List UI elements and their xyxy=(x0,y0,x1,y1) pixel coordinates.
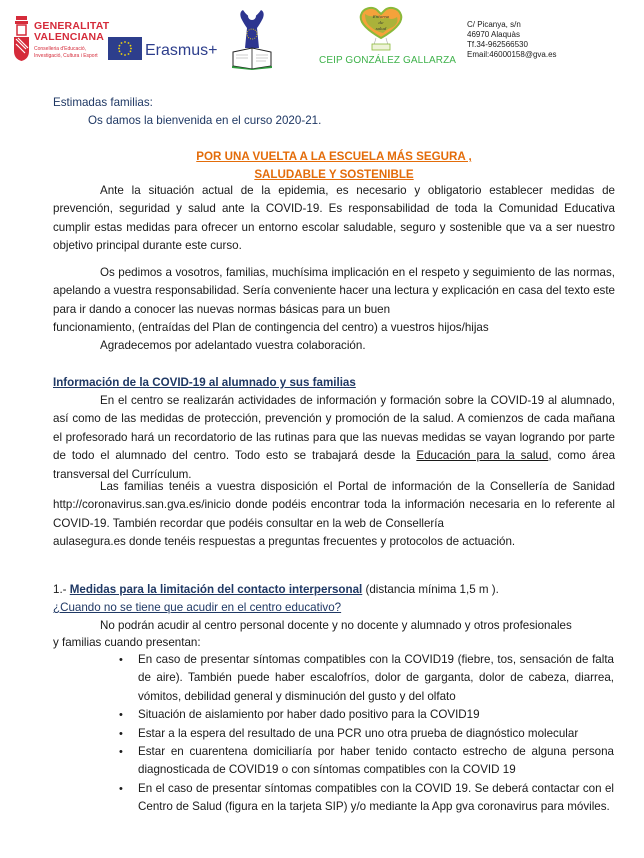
school-address xyxy=(467,20,557,60)
svg-text:de: de xyxy=(378,20,384,25)
section-info-p1-la: la xyxy=(401,449,417,463)
gva-title-line2: VALENCIANA xyxy=(34,31,105,43)
intro-paragraph: Ante la situación actual de la epidemia, es necesario y obligatorio establecer medidas de prevención, seguridad y salud ante la COVID-19. Es responsabilidad de toda la Comunidad Educativa cumplir estas medidas para ofrecer un entorno escolar saludable, seguro y sostenible que va a ser nuestro objetivo principal durante este curso. xyxy=(53,184,615,253)
section-info-paragraph2-last: aulasegura.es donde tenéis respuestas a preguntas frecuentes y protocolos de actuación. xyxy=(53,535,516,548)
list-item: • Estar a la espera del resultado de una PCR uno otra prueba de diagnóstico molecular xyxy=(119,725,614,743)
section-measures-number: 1.- xyxy=(53,583,70,596)
letterhead xyxy=(0,0,644,80)
list-item: • Estar en cuarentena domiciliaría por haber tenido contacto estrecho de alguna persona diagnosticada de COVID19 o con síntomas compatibles con la COVID 19 xyxy=(119,743,614,780)
symptoms-list xyxy=(119,651,614,817)
section-info-title: Información de la COVID-19 al alumnado y sus familias xyxy=(53,376,356,389)
address-street: C/ Picanya, s/n xyxy=(467,20,521,29)
svg-text:salud: salud xyxy=(375,26,387,31)
families-paragraph-last: funcionamiento, (entraídas del Plan de contingencia del centro) a vuestros hijos/hijas xyxy=(53,321,489,334)
list-item: • En caso de presentar síntomas compatibles con la COVID19 (fiebre, tos, sensación de falta de aire). También puede haber escalofríos, dolor de garganta, dolor de cabeza, diarrea, vómitos, debilidad general y disminución del gusto y del olfato xyxy=(119,651,614,706)
gva-title-line1: GENERALITAT xyxy=(34,20,110,32)
section-measures-title: Medidas para la limitación del contacto interpersonal xyxy=(69,583,363,596)
families-paragraph: Os pedimos a vosotros, familias, muchísima implicación en el respeto y seguimiento de las normas, apelando a vuestra responsabilidad. Sería conveniente hacer una lectura y explicación en casa del texto este para ir dando a conocer las nuevas normas básicas para un buen xyxy=(53,266,615,316)
svg-text:Entorno: Entorno xyxy=(372,14,390,19)
gva-sub-line2: Investigació, Cultura i Esport xyxy=(34,52,98,59)
section-measures-question: ¿Cuando no se tiene que acudir en el centro educativo? xyxy=(53,601,342,614)
school-heart-balloon-icon xyxy=(357,6,405,52)
address-city: 46970 Alaquàs xyxy=(467,30,520,39)
erasmus-logo-text: Erasmus+ xyxy=(145,42,218,59)
section-measures-heading xyxy=(53,581,499,599)
list-item: • En el caso de presentar síntomas compatibles con la COVID 19. Se deberá contactar con el Centro de Salud (figura en la tarjeta SIP) y/o mediante la App gva coronavirus para móviles. xyxy=(119,780,614,817)
section-info-p1-main: En el centro se realizarán actividades de información y formación sobre la COVID-19 al alumnado, así como de las medidas de protección, prevención y promoción de la salud. A comienzos de cada mañana el profesorado hará un recordatorio de las rutinas para que las nuevas medidas se vayan logrando por parte de todo el alumnado del centro. Todo esto se trabajará desde xyxy=(53,394,615,463)
eu-flag-icon xyxy=(108,37,142,60)
welcome-line: Os damos la bienvenida en el curso 2020-21. xyxy=(88,114,322,127)
address-email: Email:46000158@gva.es xyxy=(467,50,557,59)
school-figure-book-icon xyxy=(230,8,274,70)
list-item: • Situación de aislamiento por haber dado positivo para la COVID19 xyxy=(119,706,614,724)
section-info-paragraph2: Las familias tenéis a vuestra disposición el Portal de información de la Consellería de Sanidad http://coronavirus.san.gva.es/inicio donde podéis encontrar toda la información necesaria en lo referente al COVID-19. También recordar que podéis consultar en la web de Consellería xyxy=(53,480,615,530)
section-measures-intro-last: y familias cuando presentan: xyxy=(53,636,201,649)
section-info-p1-end: , como área transversal del Currículum. xyxy=(53,449,616,481)
greeting: Estimadas familias: xyxy=(53,96,153,109)
title-line1: POR UNA VUELTA A LA ESCUELA MÁS SEGURA , xyxy=(196,150,472,163)
school-name: CEIP GONZÁLEZ GALLARZA xyxy=(319,55,457,66)
section-measures-intro: No podrán acudir al centro personal docente y no docente y alumnado y otros profesionales xyxy=(100,619,572,632)
section-measures-suffix: (distancia mínima 1,5 m ). xyxy=(362,583,499,596)
thanks-line: Agradecemos por adelantado vuestra colaboración. xyxy=(100,339,366,352)
title-line2: SALUDABLE Y SOSTENIBLE xyxy=(254,168,414,181)
section-info-paragraph1 xyxy=(53,392,615,484)
health-education-link: Educación para la salud xyxy=(416,449,549,463)
gva-sub-line1: Conselleria d'Educació, xyxy=(34,46,87,52)
generalitat-logo xyxy=(13,12,108,67)
address-phone: Tf.34-962566530 xyxy=(467,40,528,49)
generalitat-shield-icon xyxy=(13,14,30,62)
